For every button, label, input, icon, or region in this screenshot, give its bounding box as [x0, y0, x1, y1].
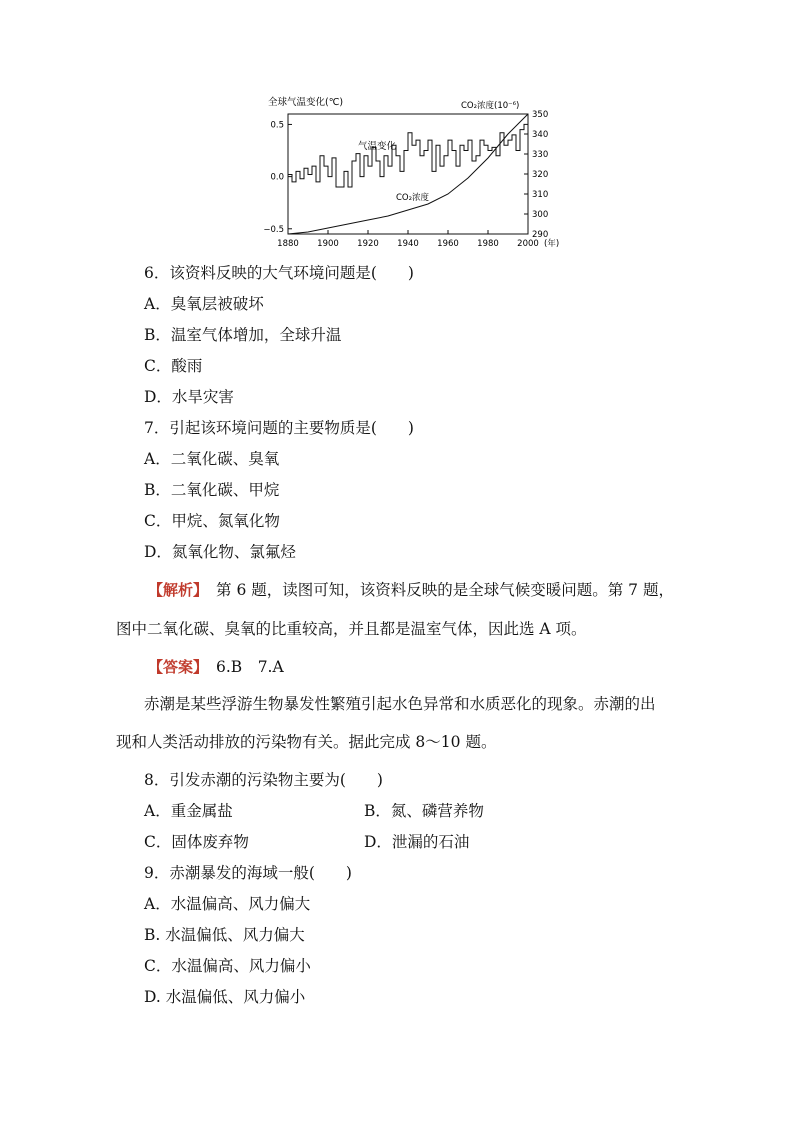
q9-option-b: B. 水温偏低、风力偏大 [144, 926, 305, 944]
temperature-series-line [288, 114, 528, 187]
x-tick-label: 1960 [437, 239, 459, 249]
right-axis-label: CO₂浓度(10⁻⁶) [461, 101, 520, 111]
q9-option-d: D. 水温偏低、风力偏小 [144, 988, 306, 1006]
q8-option-b: B．氮、磷营养物 [364, 802, 484, 820]
q8-row-1 [144, 801, 564, 821]
climate-chart [260, 92, 560, 254]
left-axis-label: 全球气温变化(℃) [268, 97, 344, 108]
x-axis-ticks [277, 230, 559, 249]
temp-series-label: 气温变化 [358, 141, 397, 152]
left-tick-label: −0.5 [263, 224, 284, 235]
q8-option-a: A．重金属盐 [144, 802, 233, 820]
x-tick-label: 1980 [477, 239, 499, 249]
analysis-text-1: 第 6 题，读图可知，该资料反映的是全球气候变暖问题。第 7 题， [200, 581, 674, 599]
x-unit-label: (年) [544, 239, 560, 249]
co2-series-label: CO₂浓度 [396, 193, 430, 203]
analysis-line-2: 图中二氧化碳、臭氧的比重较高，并且都是温室气体，因此选 A 项。 [116, 620, 587, 638]
answer-tag: 【答案】 [148, 658, 201, 676]
q8-row-2 [144, 832, 564, 852]
plot-frame [288, 114, 528, 234]
q9-stem: 9．赤潮暴发的海域一般( ) [144, 864, 352, 882]
right-tick-label: 310 [532, 190, 549, 200]
right-tick-label: 350 [532, 110, 549, 120]
x-tick-label: 1900 [317, 239, 339, 249]
q6-option-c: C．酸雨 [144, 357, 203, 375]
right-tick-label: 320 [532, 170, 549, 180]
q9-option-c: C．水温偏高、风力偏小 [144, 957, 311, 975]
right-tick-label: 290 [532, 230, 549, 240]
co2-series-line [288, 114, 528, 234]
x-tick-label: 1880 [277, 239, 299, 249]
q7-option-a: A．二氧化碳、臭氧 [144, 450, 280, 468]
q7-option-b: B．二氧化碳、甲烷 [144, 481, 280, 499]
intro-line-1: 赤潮是某些浮游生物暴发性繁殖引起水色异常和水质恶化的现象。赤潮的出 [144, 695, 656, 713]
left-tick-label: 0.0 [270, 172, 284, 183]
q7-stem: 7．引起该环境问题的主要物质是( ) [144, 419, 414, 437]
q6-option-b: B．温室气体增加，全球升温 [144, 326, 342, 344]
answer-line [148, 657, 284, 677]
q7-option-c: C．甲烷、氮氧化物 [144, 512, 280, 530]
x-tick-label: 2000 [517, 239, 539, 249]
q9-option-a: A．水温偏高、风力偏大 [144, 895, 311, 913]
q8-option-c: C．固体废弃物 [144, 833, 249, 851]
q8-stem: 8．引发赤潮的污染物主要为( ) [144, 771, 383, 789]
q8-option-d: D．泄漏的石油 [364, 833, 470, 851]
q6-stem: 6．该资料反映的大气环境问题是( ) [144, 264, 414, 282]
q6-option-a: A．臭氧层被破坏 [144, 295, 264, 313]
x-tick-label: 1940 [397, 239, 419, 249]
right-tick-label: 340 [532, 130, 549, 140]
right-tick-label: 300 [532, 210, 549, 220]
q7-option-d: D．氮氧化物、氯氟烃 [144, 543, 296, 561]
x-tick-label: 1920 [357, 239, 379, 249]
analysis-line-1 [148, 580, 674, 600]
climate-chart-svg [260, 92, 560, 254]
right-tick-label: 330 [532, 150, 549, 160]
left-tick-label: 0.5 [270, 120, 284, 131]
answer-text: 6.B 7.A [200, 658, 284, 676]
q6-option-d: D．水旱灾害 [144, 388, 234, 406]
analysis-tag: 【解析】 [148, 581, 201, 599]
intro-line-2: 现和人类活动排放的污染物有关。据此完成 8～10 题。 [116, 733, 497, 751]
